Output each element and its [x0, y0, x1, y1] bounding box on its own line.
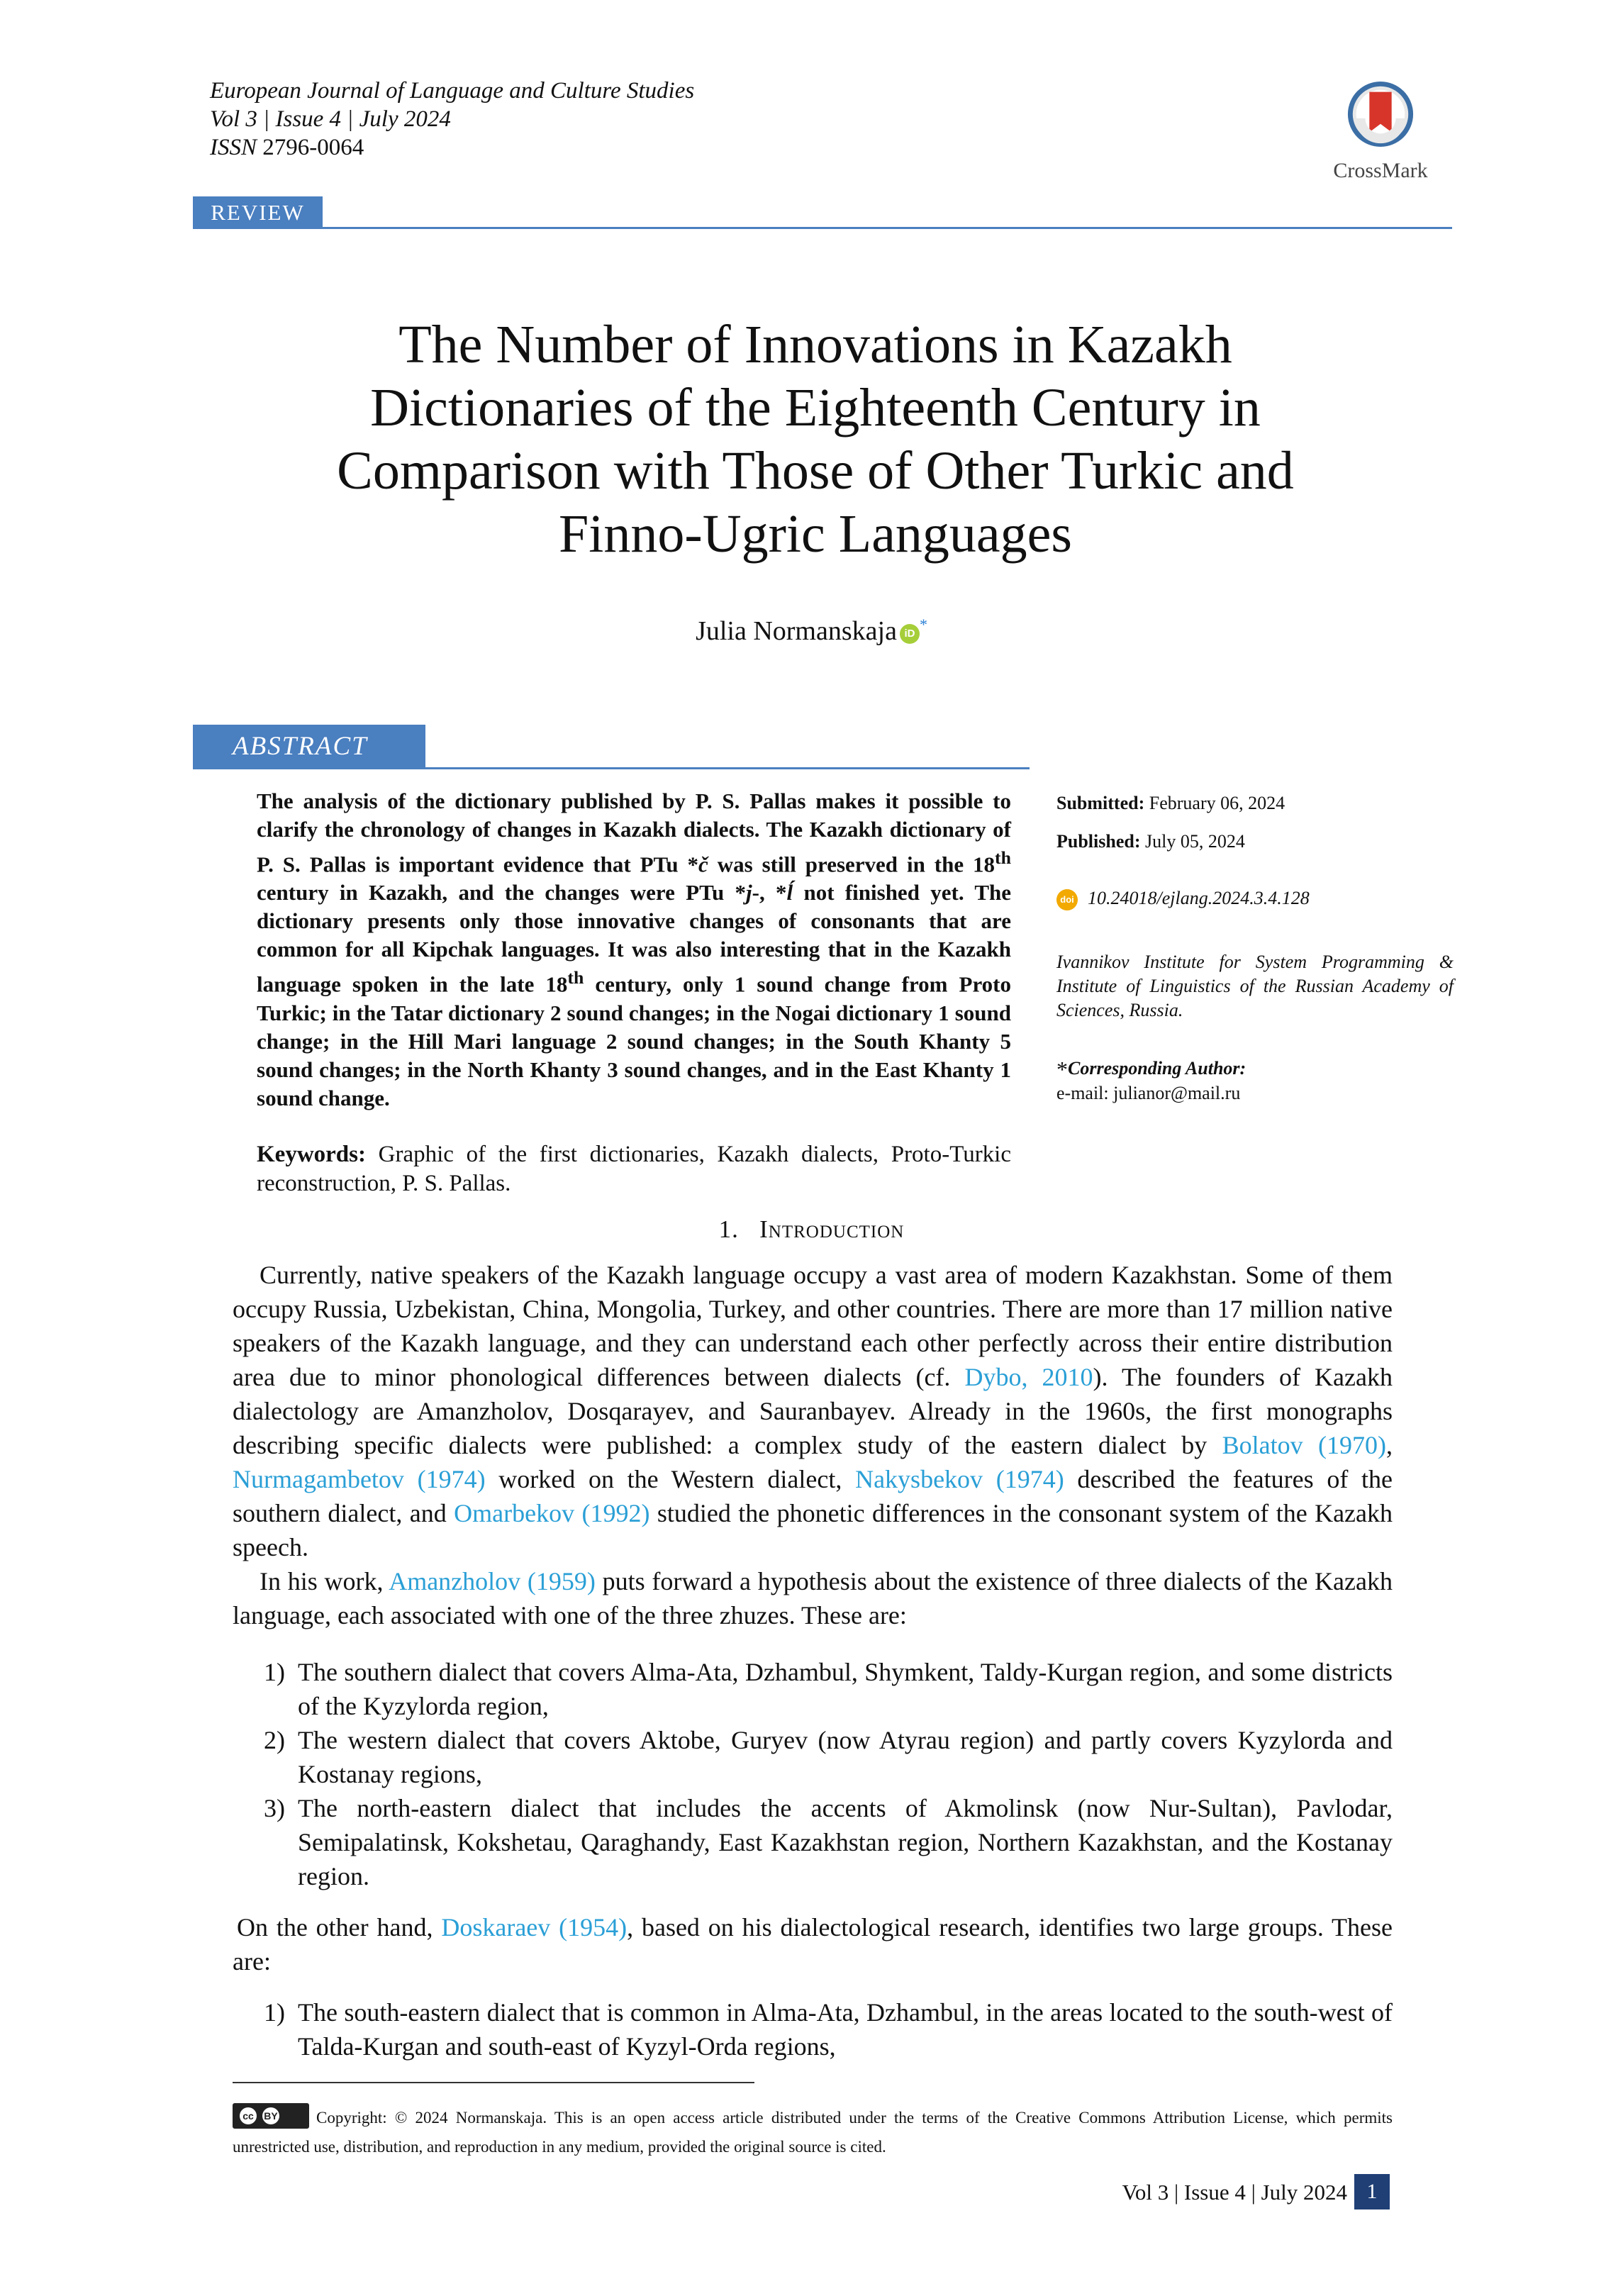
keywords-list: Graphic of the first dictionaries, Kazakh dialects, Proto-Turkic reconstruction, P. S. Pallas. [257, 1142, 1011, 1196]
abstract-text: -, * [752, 880, 787, 905]
abstract-rule [193, 767, 1030, 769]
section-tag: REVIEW [193, 196, 323, 228]
citation-link[interactable]: Nakysbekov (1974) [855, 1465, 1064, 1493]
list-number: 1) [264, 1658, 285, 1686]
corresponding-author [1056, 1057, 1454, 1105]
doi-icon: doi [1056, 889, 1078, 910]
paragraph-text: On the other hand, [237, 1913, 442, 1941]
list-item [264, 1723, 1393, 1791]
citation-link[interactable]: Nurmagambetov (1974) [233, 1465, 486, 1493]
paragraph-text: worked on the Western dialect, [485, 1465, 856, 1493]
doi-line[interactable] [1056, 886, 1454, 910]
crossmark-label: CrossMark [1333, 159, 1428, 182]
section-heading [0, 1215, 1623, 1244]
abstract-text: The analysis of the dictionary published by P. S. Pallas makes it possible to clarify the chronology of changes in Kazakh dialects. The Kazakh dictionary of P. S. Pallas is important evidence that PTu * [257, 788, 1011, 877]
abstract-body [257, 787, 1011, 1113]
submitted-value: February 06, 2024 [1149, 793, 1285, 813]
header-rule [193, 227, 1452, 229]
abstract-superscript: th [995, 847, 1011, 868]
published-label: Published: [1056, 831, 1141, 852]
keywords-label: Keywords: [257, 1142, 366, 1167]
affiliation: Ivannikov Institute for System Programming & Institute of Linguistics of the Russian Academy of Sciences, Russia. [1056, 952, 1454, 1020]
paragraph-text: described the features of the southern dialect, and [233, 1465, 1393, 1527]
issn-value: 2796-0064 [262, 135, 364, 160]
abstract-heading: ABSTRACT [193, 725, 425, 769]
author-name: Julia Normanskaja [696, 616, 897, 646]
footer-issue: Vol 3 | Issue 4 | July 2024 [1122, 2180, 1347, 2205]
orcid-icon[interactable]: iD [900, 624, 920, 644]
issn-label: ISSN [210, 135, 257, 160]
list-item [264, 1995, 1393, 2063]
list-text: The south-eastern dialect that is common in Alma-Ata, Dzhambul, in the areas located to the south-west of Talda-Kurgan and south-east of Kyzyl-Orda regions, [298, 1998, 1393, 2061]
crossmark-icon [1346, 79, 1415, 149]
doi-link[interactable]: 10.24018/ejlang.2024.3.4.128 [1088, 888, 1310, 908]
corresponding-label: Corresponding Author: [1068, 1058, 1246, 1079]
abstract-superscript: th [567, 967, 584, 988]
corresponding-star: * [919, 615, 927, 633]
corresponding-email[interactable]: e-mail: julianor@mail.ru [1056, 1083, 1241, 1103]
copyright-notice: Copyright: © 2024 Normanskaja. This is an open access article distributed under the terms of the Creative Commons Attribution License, which permits unrestricted use, distribution, and reproduction in any medium, provided the original source is cited. [233, 2109, 1393, 2156]
cc-icon: cc [240, 2107, 257, 2124]
citation-link[interactable]: Amanzholov (1959) [389, 1567, 596, 1595]
abstract-symbol: j [746, 880, 752, 905]
paragraph [233, 1258, 1393, 1564]
citation-link[interactable]: Omarbekov (1992) [454, 1499, 650, 1527]
list-text: The western dialect that covers Aktobe, Guryev (now Atyrau region) and partly covers Kyzylorda and Kostanay regions, [298, 1726, 1393, 1788]
paragraph-text: studied the phonetic differences in the consonant system of the Kazakh speech. [233, 1499, 1393, 1561]
section-number: 1. [718, 1215, 739, 1243]
abstract-text: century in Kazakh, and the changes were PTu * [257, 880, 747, 905]
citation-link[interactable]: Bolatov (1970) [1222, 1431, 1386, 1459]
list-text: The north-eastern dialect that includes the accents of Akmolinsk (now Nur-Sultan), Pavlodar, Semipalatinsk, Kokshetau, Qaraghandy, East Kazakhstan region, Northern Kazakhstan, and the Kostanay region. [298, 1794, 1393, 1890]
paragraph-text: ). The founders of Kazakh dialectology are Amanzholov, Dosqarayev, and Sauranbayev. Already in the 1960s, the first monographs describing specific dialects were published: a complex study of the eastern dialect by [233, 1363, 1393, 1459]
submitted-date [1056, 791, 1454, 815]
journal-name: European Journal of Language and Culture Studies [210, 78, 695, 104]
abstract-text: was still preserved in the 18 [708, 852, 995, 877]
list-item [264, 1791, 1393, 1893]
title-line: The Number of Innovations in Kazakh [398, 315, 1232, 374]
abstract-symbol: ĺ [786, 880, 793, 905]
list-number: 2) [264, 1726, 285, 1754]
title-line: Finno-Ugric Languages [559, 504, 1072, 564]
by-icon: BY [262, 2107, 279, 2124]
abstract-symbol: č [698, 852, 708, 877]
published-date [1056, 830, 1454, 854]
section-title: Introduction [759, 1215, 905, 1243]
paragraph-text: puts forward a hypothesis about the existence of three dialects of the Kazakh language, each associated with one of the three zhuzes. These are: [233, 1567, 1393, 1629]
list-number: 1) [264, 1998, 285, 2027]
journal-issue: Vol 3 | Issue 4 | July 2024 [210, 106, 451, 132]
journal-issn [210, 133, 694, 162]
journal-header [210, 77, 694, 162]
paragraph-text: , based on his dialectological research, identifies two large groups. These are: [233, 1913, 1393, 1975]
citation-link[interactable]: Dybo, 2010 [964, 1363, 1093, 1391]
list-text: The southern dialect that covers Alma-Ata, Dzhambul, Shymkent, Taldy-Kurgan region, and some districts of the Kyzylorda region, [298, 1658, 1393, 1720]
published-value: July 05, 2024 [1145, 831, 1245, 852]
list-number: 3) [264, 1794, 285, 1822]
keywords [257, 1140, 1011, 1198]
paragraph [233, 1910, 1393, 1978]
title-line: Dictionaries of the Eighteenth Century in [370, 378, 1261, 438]
abstract-text: not finished yet. The dictionary presents only those innovative changes of consonants that are common for all Kipchak languages. It was also interesting that in the Kazakh language spoken in the late 18 [257, 880, 1012, 997]
list-item [264, 1655, 1393, 1723]
corresponding-star: * [1056, 1057, 1068, 1082]
citation-link[interactable]: Doskaraev (1954) [441, 1913, 628, 1941]
author-line [0, 615, 1623, 647]
abstract-text: century, only 1 sound change from Proto Turkic; in the Tatar dictionary 2 sound changes; in the Nogai dictionary 1 sound change; in the Hill Mari language 2 sound changes; in the South Khanty 5 sound changes; in the North Khanty 3 sound changes, and in the East Khanty 1 sound change. [257, 971, 1011, 1110]
crossmark-badge[interactable] [1320, 79, 1441, 186]
submitted-label: Submitted: [1056, 793, 1145, 813]
title-line: Comparison with Those of Other Turkic and [337, 441, 1294, 501]
paper-title [213, 313, 1418, 566]
page-number: 1 [1354, 2174, 1390, 2209]
paragraph-text: , [1385, 1431, 1393, 1459]
paragraph-text: In his work, [260, 1567, 389, 1595]
paragraph-text: Currently, native speakers of the Kazakh language occupy a vast area of modern Kazakhstan. Some of them occupy Russia, Uzbekistan, China, Mongolia, Turkey, and other countries. There are more than 17 million native speakers of the Kazakh language, and they can understand each other perfectly across their entire distribution area due to minor phonological differences between dialects (cf. [233, 1261, 1393, 1391]
paragraph [233, 1564, 1393, 1632]
footnote-rule [233, 2082, 754, 2083]
